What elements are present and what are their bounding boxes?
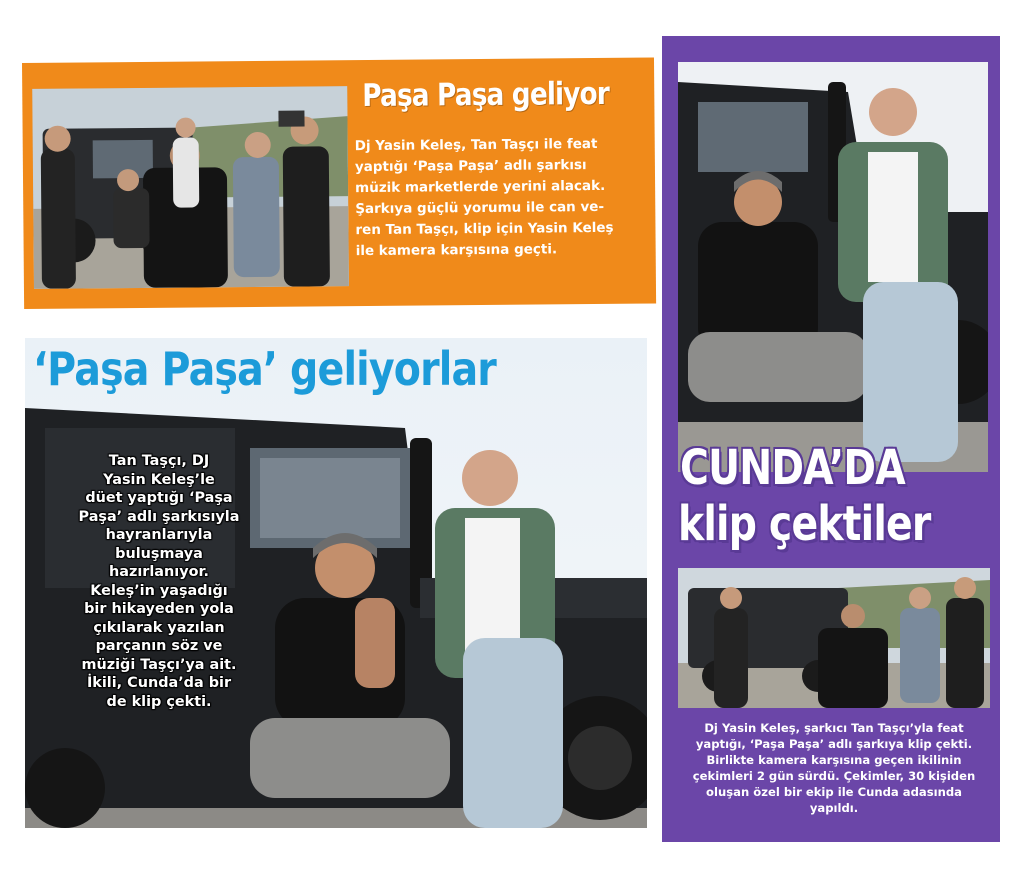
- text-line: Dj Yasin Keleş, Tan Taşçı ile feat: [354, 135, 598, 155]
- text-line: Dj Yasin Keleş, şarkıcı Tan Taşçı’yla feat: [704, 721, 964, 735]
- article-text: [49, 452, 269, 711]
- text-line: düet yaptığı ‘Paşa: [85, 490, 233, 506]
- film-set-photo: [32, 86, 349, 289]
- jeep-portrait-graphic: [678, 62, 988, 472]
- text-line: ile kamera karşısına geçti.: [355, 241, 558, 260]
- text-line: çekimleri 2 gün sürdü. Çekimler, 30 kişiden: [692, 769, 976, 783]
- film-set-photo-graphic: [32, 86, 349, 289]
- text-line: yapıldı.: [809, 801, 859, 815]
- text-line: Yasin Keleş’le: [103, 471, 215, 488]
- article-text: [676, 720, 992, 816]
- text-line: oluşan özel bir ekip ile Cunda adasında: [706, 785, 962, 799]
- text-line: parçanın söz ve: [95, 638, 223, 654]
- text-line: bir hikayeden yola: [84, 601, 234, 617]
- clipping-cunda-da-klip-cektiler: [662, 36, 1000, 842]
- article-text: [355, 134, 646, 263]
- text-line: hazırlanıyor.: [109, 564, 209, 580]
- text-line: buluşmaya: [115, 545, 203, 562]
- headline: ‘Paşa Paşa’ geliyorlar: [33, 342, 496, 396]
- film-set-photo: [678, 568, 990, 708]
- text-line: yaptığı ‘Paşa Paşa’ adlı şarkısı: [354, 157, 587, 176]
- text-line: Paşa’ adlı şarkısıyla: [78, 508, 240, 525]
- jeep-portrait-photo: [678, 62, 988, 472]
- text-line: ren Tan Taşçı, klip için Yasin Keleş: [355, 219, 614, 239]
- clipping-pasa-pasa-geliyor: [22, 57, 656, 309]
- headline-line-2: klip çektiler: [678, 496, 931, 552]
- text-line: hayranlarıyla: [105, 527, 213, 543]
- text-line: müziği Taşçı’ya ait.: [81, 656, 237, 673]
- film-set-photo-graphic: [678, 568, 990, 708]
- text-line: de klip çekti.: [106, 693, 212, 710]
- text-line: Tan Taşçı, DJ: [108, 453, 210, 469]
- headline-line-1: CUNDA’DA: [680, 440, 905, 496]
- text-line: Keleş’in yaşadığı: [90, 582, 228, 599]
- text-line: çıkılarak yazılan: [93, 619, 225, 636]
- text-line: yaptığı, ‘Paşa Paşa’ adlı şarkıya klip çekti.: [695, 737, 973, 751]
- text-line: İkili, Cunda’da bir: [86, 675, 232, 691]
- headline: Paşa Paşa geliyor: [362, 75, 610, 115]
- text-line: Şarkıya güçlü yorumu ile can ve-: [355, 198, 605, 218]
- text-line: Birlikte kamera karşısına geçen ikilinin: [706, 753, 962, 767]
- text-line: müzik marketlerde yerini alacak.: [355, 177, 606, 197]
- clipping-pasa-pasa-geliyorlar: [25, 338, 647, 828]
